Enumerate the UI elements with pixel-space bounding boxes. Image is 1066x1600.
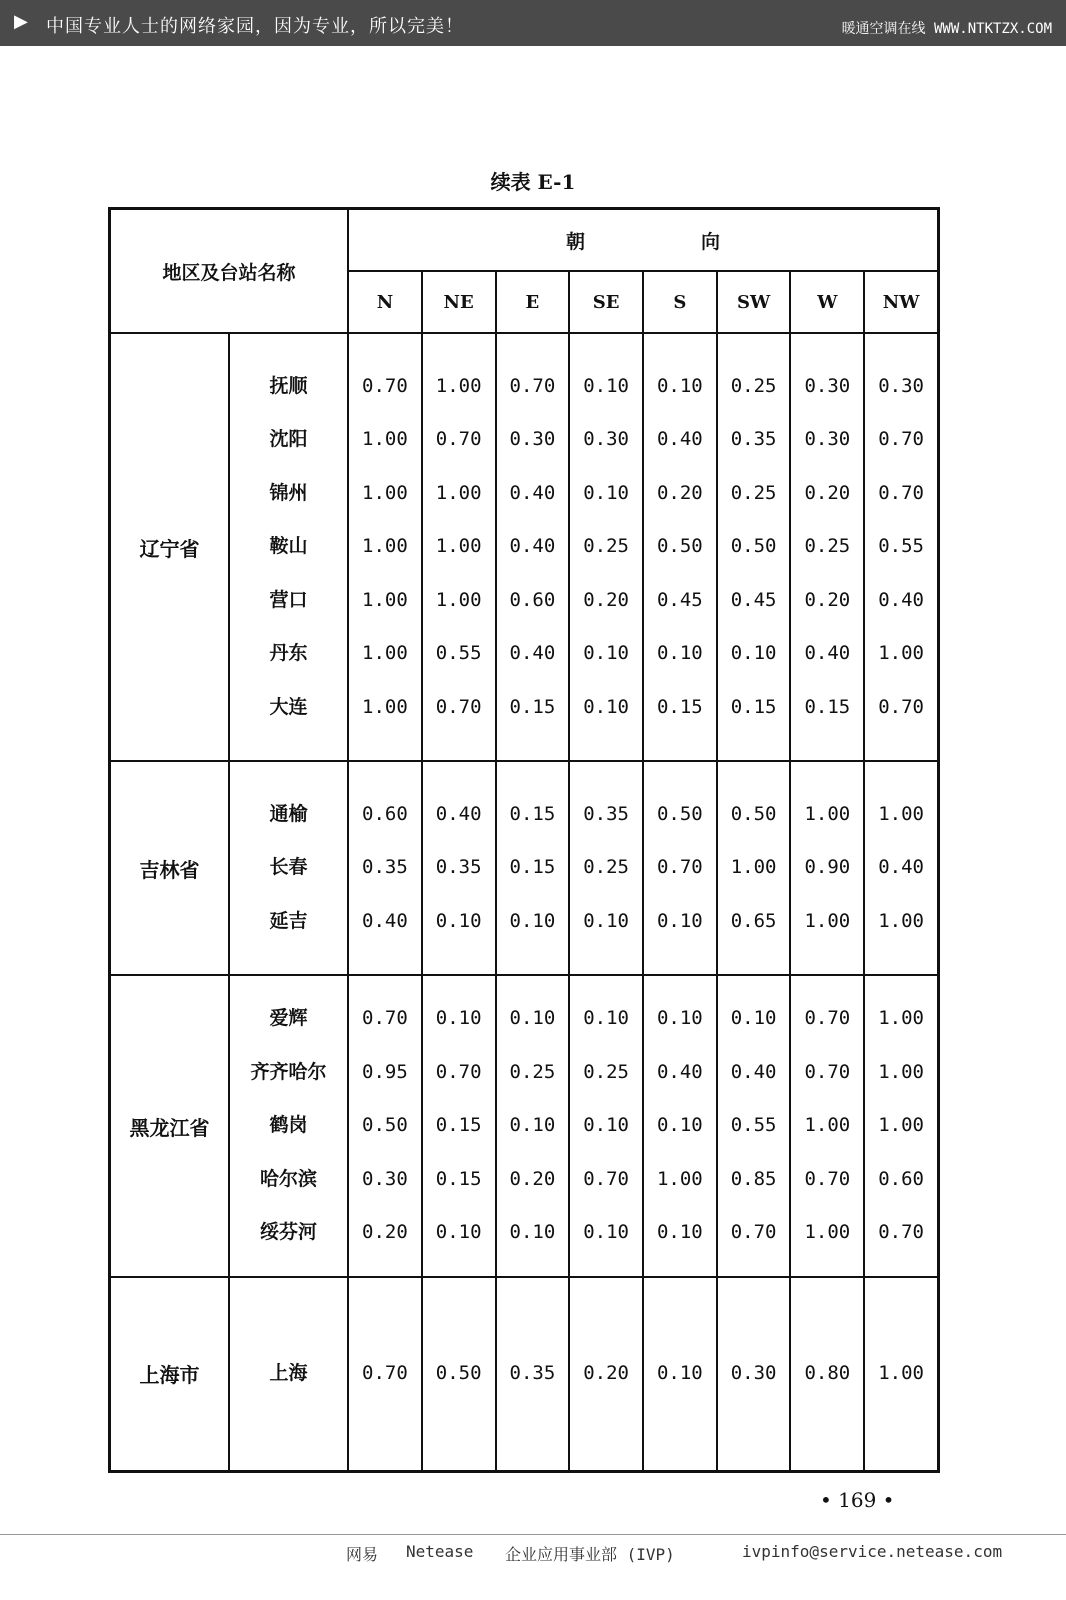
footer-email[interactable]: ivpinfo@service.netease.com [742,1542,1003,1561]
coefficient-value: 1.00 [435,374,482,397]
banner-site-name[interactable]: 暖通空调在线 WWW.NTKTZX.COM [841,21,1052,37]
coefficient-value: 0.10 [656,1221,703,1244]
station-name: 沈阳 [269,428,308,451]
group-row [110,1277,939,1471]
value-column-cell [643,761,717,975]
coefficient-value: 0.30 [509,428,556,451]
value-column-cell [790,1277,864,1471]
station-name: 鞍山 [269,535,308,558]
province-cell: 黑龙江省 [110,975,230,1277]
direction-header [348,209,938,272]
coefficient-value: 0.10 [656,642,703,665]
value-column-cell [864,761,938,975]
value-column-cell [717,1277,791,1471]
coefficient-value: 1.00 [730,856,777,879]
coefficient-value: 0.70 [435,1060,482,1083]
coefficient-value: 0.45 [730,588,777,611]
coefficient-value: 1.00 [435,588,482,611]
coefficient-value: 0.70 [435,428,482,451]
coefficient-value: 0.40 [435,802,482,825]
coefficient-value: 0.55 [435,642,482,665]
coefficient-value: 0.70 [656,856,703,879]
coefficient-value: 0.40 [656,1060,703,1083]
coefficient-value: 0.10 [583,695,629,718]
coefficient-value: 1.00 [878,802,924,825]
value-column-cell [348,975,422,1277]
coefficient-value: 0.10 [583,1221,629,1244]
coefficient-value: 0.50 [656,535,703,558]
coefficient-value: 0.30 [878,374,924,397]
value-column-cell [643,333,717,761]
coefficient-value: 0.35 [730,428,777,451]
value-column-cell [348,333,422,761]
value-column-cell [864,1277,938,1471]
col-header-w: W [790,271,864,333]
coefficient-value: 0.70 [362,374,408,397]
station-name: 通榆 [269,802,308,825]
coefficient-value: 0.60 [878,1167,924,1190]
coefficient-value: 0.70 [878,1221,924,1244]
coefficient-value: 1.00 [878,642,924,665]
coefficient-value: 0.15 [656,695,703,718]
value-column-cell [790,333,864,761]
coefficient-value: 0.40 [804,642,851,665]
coefficient-value: 1.00 [362,481,408,504]
col-header-sw: SW [717,271,791,333]
coefficient-value: 0.10 [509,1007,556,1030]
station-name: 大连 [269,695,308,718]
group-row [110,333,939,761]
station-name: 抚顺 [269,374,308,397]
coefficient-value: 0.20 [362,1221,408,1244]
coefficient-value: 0.35 [509,1362,556,1384]
coefficient-value: 0.10 [435,909,482,932]
coefficient-value: 0.15 [509,856,556,879]
coefficient-value: 0.45 [656,588,703,611]
station-name: 鹤岗 [269,1114,308,1137]
coefficient-value: 0.10 [435,1221,482,1244]
col-header-se: SE [569,271,643,333]
coefficient-value: 0.70 [583,1167,629,1190]
coefficient-value: 1.00 [804,909,851,932]
coefficient-value: 0.40 [730,1060,777,1083]
value-column-cell [569,1277,643,1471]
coefficient-value: 0.70 [435,695,482,718]
coefficient-value: 0.30 [583,428,629,451]
coefficient-value: 0.10 [656,1114,703,1137]
coefficient-value: 0.10 [730,1007,777,1030]
footer-brand-en: Netease [406,1542,474,1561]
coefficient-value: 0.10 [730,642,777,665]
coefficient-value: 0.35 [435,856,482,879]
coefficient-value: 0.70 [509,374,556,397]
value-column-cell [790,975,864,1277]
station-name: 锦州 [269,481,308,504]
value-column-cell [422,333,496,761]
station-names-cell [229,333,348,761]
group-row [110,761,939,975]
coefficient-value: 1.00 [878,1114,924,1137]
coefficient-value: 0.25 [804,535,851,558]
coefficient-value: 0.25 [730,374,777,397]
coefficient-value: 0.20 [804,588,851,611]
coefficient-value: 1.00 [878,1007,924,1030]
coefficient-value: 0.20 [583,588,629,611]
coefficient-value: 1.00 [362,642,408,665]
province-cell: 上海市 [110,1277,230,1471]
region-header: 地区及台站名称 [110,209,349,334]
coefficient-value: 0.15 [804,695,851,718]
footer-divider [0,1534,1066,1535]
value-column-cell [569,333,643,761]
value-column-cell [569,975,643,1277]
direction-label-1: 朝 [566,230,586,253]
coefficient-value: 0.10 [509,1221,556,1244]
coefficient-value: 0.15 [435,1167,482,1190]
coefficient-value: 0.15 [509,695,556,718]
coefficient-value: 0.60 [362,802,408,825]
value-column-cell [569,761,643,975]
orientation-coefficient-table [108,207,940,1473]
coefficient-value: 0.95 [362,1060,408,1083]
coefficient-value: 0.40 [509,642,556,665]
coefficient-value: 0.30 [804,428,851,451]
value-column-cell [422,761,496,975]
value-column-cell [496,975,570,1277]
coefficient-value: 0.10 [583,642,629,665]
coefficient-value: 0.50 [656,802,703,825]
coefficient-value: 0.30 [804,374,851,397]
value-column-cell [496,333,570,761]
station-names-cell [229,1277,348,1471]
coefficient-value: 0.25 [583,535,629,558]
coefficient-value: 0.30 [730,1362,777,1384]
value-column-cell [717,975,791,1277]
coefficient-value: 0.65 [730,909,777,932]
coefficient-value: 0.10 [656,909,703,932]
col-header-s: S [643,271,717,333]
coefficient-value: 0.20 [656,481,703,504]
coefficient-value: 0.25 [583,856,629,879]
col-header-nw: NW [864,271,938,333]
coefficient-value: 0.20 [804,481,851,504]
play-arrow-icon: ▶ [14,11,28,32]
coefficient-value: 0.70 [362,1362,408,1384]
coefficient-value: 0.50 [362,1114,408,1137]
coefficient-value: 0.10 [583,909,629,932]
coefficient-value: 0.40 [362,909,408,932]
value-column-cell [422,1277,496,1471]
footer [0,1540,1066,1570]
coefficient-value: 0.55 [730,1114,777,1137]
coefficient-value: 1.00 [878,1362,924,1384]
coefficient-value: 0.70 [804,1060,851,1083]
coefficient-value: 0.10 [583,1007,629,1030]
coefficient-value: 1.00 [435,481,482,504]
coefficient-value: 0.50 [435,1362,482,1384]
coefficient-value: 1.00 [804,1221,851,1244]
direction-label-2: 向 [701,230,721,253]
station-name: 齐齐哈尔 [250,1060,327,1083]
coefficient-value: 0.25 [583,1060,629,1083]
coefficient-value: 1.00 [362,428,408,451]
coefficient-value: 0.10 [656,1007,703,1030]
coefficient-value: 0.50 [730,535,777,558]
value-column-cell [790,761,864,975]
value-column-cell [496,1277,570,1471]
col-header-ne: NE [422,271,496,333]
coefficient-value: 1.00 [435,535,482,558]
value-column-cell [717,333,791,761]
coefficient-value: 0.40 [656,428,703,451]
coefficient-value: 0.70 [804,1007,851,1030]
coefficient-value: 0.10 [509,909,556,932]
value-column-cell [717,761,791,975]
coefficient-value: 0.10 [583,481,629,504]
value-column-cell [864,975,938,1277]
coefficient-value: 0.90 [804,856,851,879]
coefficient-value: 1.00 [362,695,408,718]
coefficient-value: 0.10 [435,1007,482,1030]
coefficient-value: 1.00 [362,588,408,611]
value-column-cell [348,761,422,975]
coefficient-value: 0.10 [583,374,629,397]
coefficient-value: 1.00 [878,909,924,932]
coefficient-value: 0.15 [509,802,556,825]
coefficient-value: 1.00 [804,802,851,825]
station-names-cell [229,761,348,975]
table-title: 续表 E-1 [490,170,576,194]
coefficient-value: 0.55 [878,535,924,558]
coefficient-value: 1.00 [362,535,408,558]
station-name: 长春 [269,856,308,879]
coefficient-value: 0.40 [878,856,924,879]
station-name: 丹东 [269,642,308,665]
value-column-cell [422,975,496,1277]
coefficient-value: 0.70 [730,1221,777,1244]
province-cell: 吉林省 [110,761,230,975]
coefficient-value: 0.50 [730,802,777,825]
station-name: 上海 [269,1362,308,1384]
page-number: • 169 • [820,1488,895,1512]
coefficient-value: 0.20 [509,1167,556,1190]
group-row [110,975,939,1277]
province-cell: 辽宁省 [110,333,230,761]
col-header-n: N [348,271,422,333]
coefficient-value: 0.10 [656,1362,703,1384]
coefficient-value: 0.40 [509,535,556,558]
coefficient-value: 0.10 [656,374,703,397]
value-column-cell [496,761,570,975]
station-name: 爱辉 [269,1007,308,1030]
coefficient-value: 0.10 [509,1114,556,1137]
footer-department: 企业应用事业部 (IVP) [505,1545,675,1564]
banner-slogan: 中国专业人士的网络家园，因为专业，所以完美！ [46,16,464,37]
coefficient-value: 0.70 [362,1007,408,1030]
value-column-cell [348,1277,422,1471]
coefficient-value: 1.00 [804,1114,851,1137]
coefficient-value: 0.15 [730,695,777,718]
value-column-cell [643,975,717,1277]
coefficient-value: 0.25 [509,1060,556,1083]
coefficient-value: 0.60 [509,588,556,611]
station-name: 绥芬河 [260,1221,318,1244]
footer-brand-cn: 网易 [346,1545,379,1564]
coefficient-value: 0.70 [804,1167,851,1190]
coefficient-value: 1.00 [878,1060,924,1083]
coefficient-value: 0.80 [804,1362,851,1384]
station-names-cell [229,975,348,1277]
coefficient-value: 0.40 [878,588,924,611]
coefficient-value: 0.20 [583,1362,629,1384]
coefficient-value: 0.85 [730,1167,777,1190]
coefficient-value: 0.40 [509,481,556,504]
coefficient-value: 0.70 [878,695,924,718]
col-header-e: E [496,271,570,333]
value-column-cell [864,333,938,761]
coefficient-value: 0.70 [878,481,924,504]
station-name: 延吉 [269,909,308,932]
coefficient-value: 0.35 [362,856,408,879]
top-banner [0,0,1066,46]
value-column-cell [643,1277,717,1471]
coefficient-value: 0.35 [583,802,629,825]
coefficient-value: 0.15 [435,1114,482,1137]
station-name: 营口 [269,588,308,611]
coefficient-value: 0.30 [362,1167,408,1190]
coefficient-value: 1.00 [656,1167,703,1190]
station-name: 哈尔滨 [260,1167,318,1190]
coefficient-value: 0.25 [730,481,777,504]
coefficient-value: 0.70 [878,428,924,451]
coefficient-value: 0.10 [583,1114,629,1137]
